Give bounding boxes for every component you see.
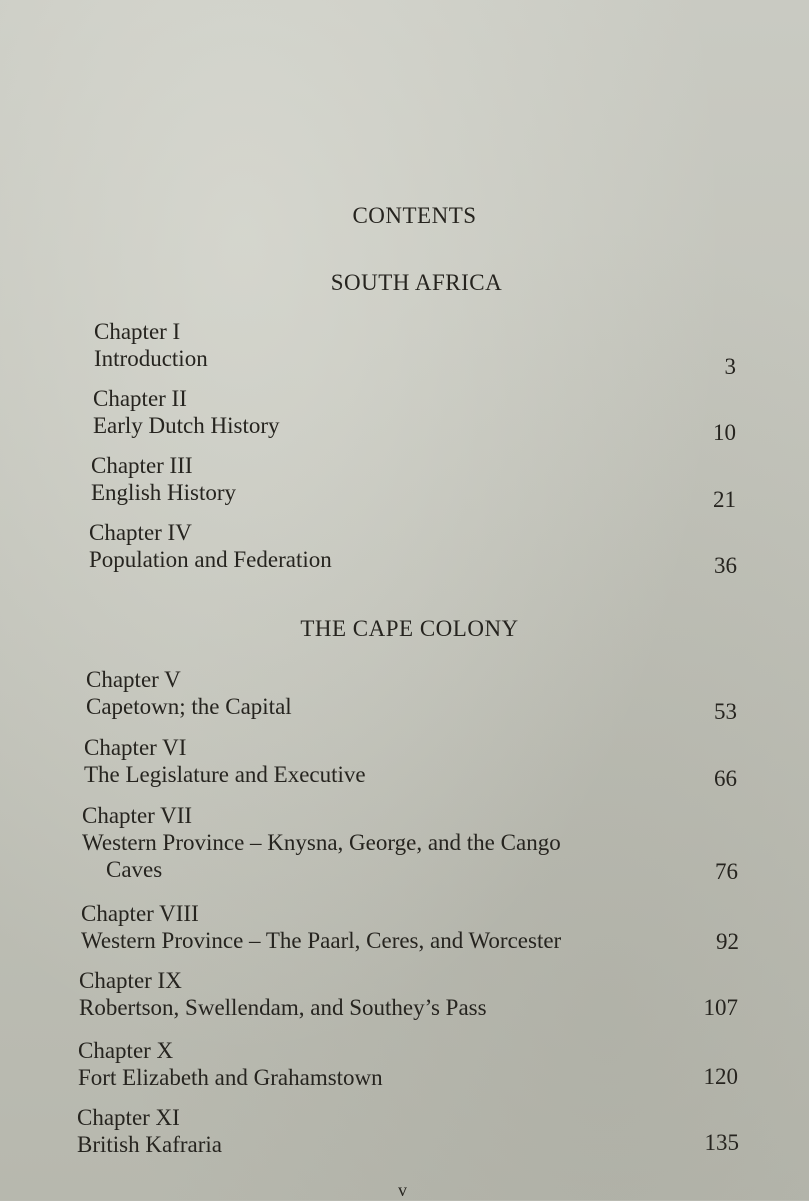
toc-entry	[84, 734, 366, 788]
chapter-number: Chapter I	[94, 319, 181, 344]
chapter-title: Robertson, Swellendam, and Southey’s Pass	[79, 995, 487, 1020]
toc-entry	[77, 1104, 222, 1158]
chapter-number: Chapter IV	[89, 520, 192, 545]
chapter-title: British Kafraria	[77, 1132, 222, 1157]
page-number: 135	[704, 1130, 739, 1155]
toc-entry	[91, 452, 236, 506]
page-number: 76	[715, 859, 738, 884]
section-title-cape-colony: THE CAPE COLONY	[300, 616, 519, 641]
toc-entry	[93, 385, 280, 439]
chapter-number: Chapter XI	[77, 1105, 180, 1130]
page-number: 120	[703, 1064, 738, 1089]
page-number: 21	[713, 487, 736, 512]
chapter-number: Chapter II	[93, 386, 187, 411]
chapter-title: Western Province – The Paarl, Ceres, and Worcester	[81, 928, 562, 953]
toc-entry	[82, 802, 561, 883]
chapter-title: Population and Federation	[89, 547, 332, 572]
page-number: 36	[714, 553, 737, 578]
page-number: 53	[714, 699, 737, 724]
chapter-title: Capetown; the Capital	[86, 694, 292, 719]
toc-entry	[94, 318, 208, 372]
chapter-number: Chapter X	[78, 1038, 174, 1063]
chapter-title: Early Dutch History	[93, 413, 280, 438]
chapter-title: The Legislature and Executive	[84, 762, 366, 787]
contents-heading: CONTENTS	[352, 203, 477, 228]
page-number: 92	[716, 929, 739, 954]
toc-entry	[86, 666, 292, 720]
chapter-number: Chapter VI	[84, 735, 187, 760]
chapter-number: Chapter V	[86, 667, 181, 692]
page-number: 3	[724, 354, 736, 379]
chapter-title: Western Province – Knysna, George, and the Cango	[82, 830, 561, 855]
page-number: 10	[713, 420, 736, 445]
chapter-title: Fort Elizabeth and Grahamstown	[78, 1065, 383, 1090]
folio-page-number: v	[398, 1180, 407, 1200]
toc-entry	[78, 1037, 383, 1091]
toc-entry	[89, 519, 332, 573]
chapter-number: Chapter III	[91, 453, 193, 478]
chapter-title: English History	[91, 480, 237, 505]
chapter-title: Introduction	[94, 346, 208, 371]
toc-entry	[79, 967, 487, 1021]
chapter-number: Chapter IX	[79, 968, 182, 993]
chapter-title-continued: Caves	[106, 857, 163, 882]
section-title-south-africa: SOUTH AFRICA	[330, 270, 503, 295]
chapter-number: Chapter VII	[82, 803, 193, 828]
page-number: 66	[714, 766, 737, 791]
toc-entry	[81, 900, 561, 954]
chapter-number: Chapter VIII	[81, 901, 199, 926]
page-number: 107	[703, 995, 738, 1020]
